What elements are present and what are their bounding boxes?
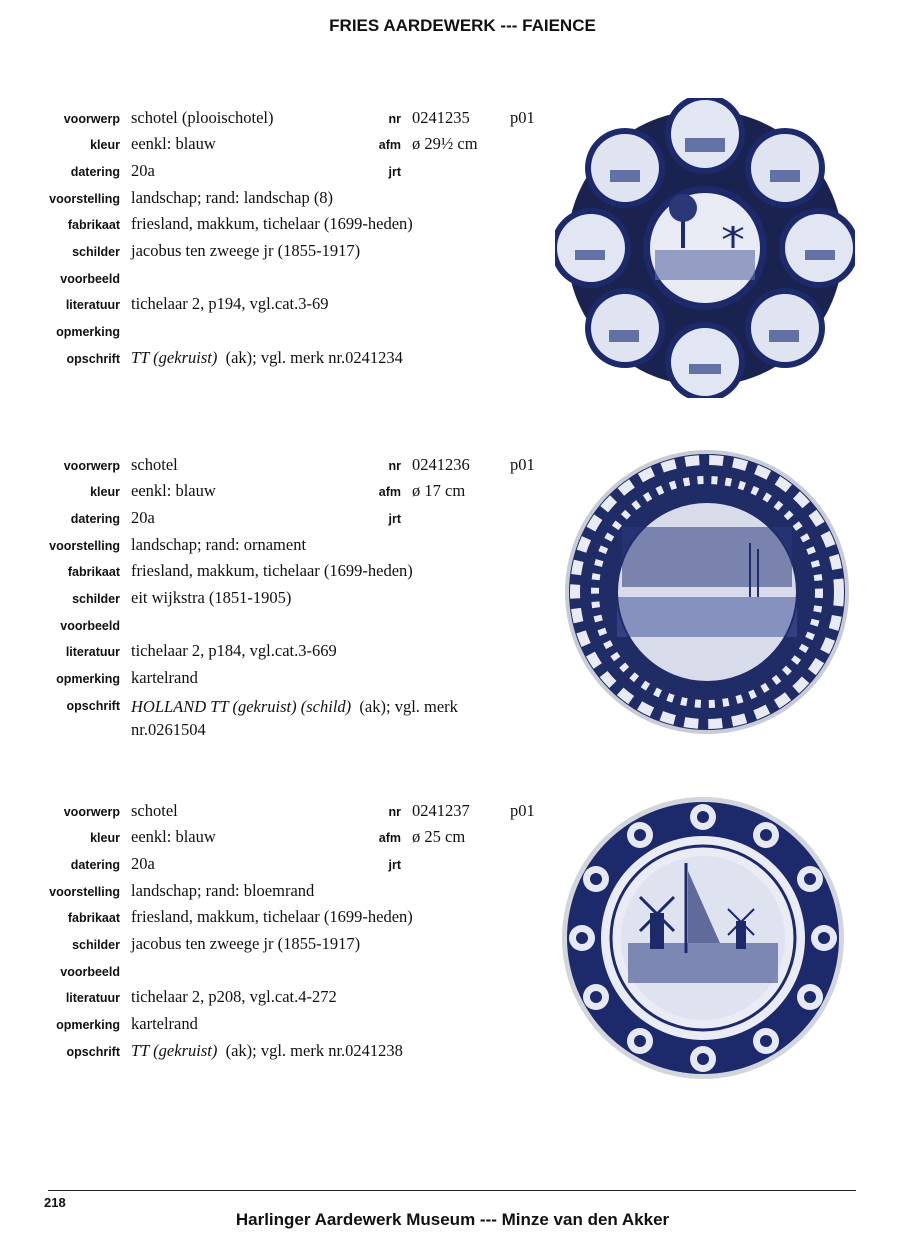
value-schilder: eit wijkstra (1851-1905) (131, 588, 292, 607)
label-literatuur: literatuur (65, 298, 120, 312)
plate-photo-flower (558, 793, 848, 1083)
value-afm: ø 29½ cm (412, 134, 478, 153)
label-datering: datering (70, 165, 120, 179)
value-literatuur: tichelaar 2, p184, vgl.cat.3-669 (131, 641, 337, 660)
value-kleur: eenkl: blauw (131, 481, 216, 500)
value-datering: 20a (131, 508, 155, 527)
label-nr: nr (388, 112, 401, 126)
label-afm: afm (378, 138, 401, 152)
catalog-record (0, 801, 900, 1121)
label-schilder: schilder (72, 245, 120, 259)
label-voorstelling: voorstelling (49, 192, 120, 206)
label-schilder: schilder (72, 938, 120, 952)
value-opmerking: kartelrand (131, 1014, 198, 1033)
value-code: p01 (510, 455, 535, 474)
label-opschrift: opschrift (66, 699, 120, 713)
opschrift-mark: HOLLAND TT (gekruist) (schild) (131, 697, 352, 716)
value-voorstelling: landschap; rand: landschap (8) (131, 188, 334, 207)
value-nr: 0241236 (412, 455, 470, 474)
value-code: p01 (510, 801, 535, 820)
page-title: FRIES AARDEWERK --- FAIENCE (329, 16, 596, 35)
label-literatuur: literatuur (65, 645, 120, 659)
label-voorwerp: voorwerp (63, 112, 120, 126)
label-voorstelling: voorstelling (49, 885, 120, 899)
label-opmerking: opmerking (56, 672, 120, 686)
label-opmerking: opmerking (56, 1018, 120, 1032)
value-kleur: eenkl: blauw (131, 134, 216, 153)
label-opschrift: opschrift (66, 352, 120, 366)
label-opschrift: opschrift (66, 1045, 120, 1059)
label-datering: datering (70, 512, 120, 526)
value-opmerking: kartelrand (131, 668, 198, 687)
label-afm: afm (378, 831, 401, 845)
value-kleur: eenkl: blauw (131, 827, 216, 846)
label-fabrikaat: fabrikaat (67, 565, 120, 579)
opschrift-mark: TT (gekruist) (131, 1041, 218, 1060)
label-kleur: kleur (90, 831, 120, 845)
value-voorwerp: schotel (131, 801, 178, 820)
value-fabrikaat: friesland, makkum, tichelaar (1699-heden) (131, 561, 413, 580)
opschrift-mark: TT (gekruist) (131, 348, 218, 367)
value-literatuur: tichelaar 2, p208, vgl.cat.4-272 (131, 987, 337, 1006)
label-literatuur: literatuur (65, 991, 120, 1005)
opschrift-rest: (ak); vgl. merk nr.0241234 (225, 348, 403, 367)
value-schilder: jacobus ten zweege jr (1855-1917) (131, 241, 361, 260)
label-voorbeeld: voorbeeld (60, 965, 120, 979)
label-jrt: jrt (388, 858, 401, 872)
value-afm: ø 25 cm (412, 827, 466, 846)
footer-divider (48, 1190, 856, 1191)
label-afm: afm (378, 485, 401, 499)
label-fabrikaat: fabrikaat (67, 911, 120, 925)
page-footer: Harlinger Aardewerk Museum --- Minze van den Akker (235, 1210, 670, 1229)
label-fabrikaat: fabrikaat (67, 218, 120, 232)
label-voorbeeld: voorbeeld (60, 272, 120, 286)
value-afm: ø 17 cm (412, 481, 466, 500)
opschrift-rest: (ak); vgl. merk nr.0261504 (131, 697, 458, 739)
label-voorstelling: voorstelling (49, 539, 120, 553)
catalog-record (0, 455, 900, 775)
value-opschrift (131, 695, 501, 741)
value-opschrift (131, 1041, 403, 1061)
label-nr: nr (388, 805, 401, 819)
value-voorwerp: schotel (131, 455, 178, 474)
plate-photo-lobed (555, 98, 855, 398)
value-fabrikaat: friesland, makkum, tichelaar (1699-heden) (131, 214, 413, 233)
label-jrt: jrt (388, 165, 401, 179)
label-schilder: schilder (72, 592, 120, 606)
label-voorwerp: voorwerp (63, 805, 120, 819)
value-fabrikaat: friesland, makkum, tichelaar (1699-heden) (131, 907, 413, 926)
label-jrt: jrt (388, 512, 401, 526)
value-datering: 20a (131, 161, 155, 180)
value-opschrift (131, 348, 403, 368)
label-voorwerp: voorwerp (63, 459, 120, 473)
value-voorwerp: schotel (plooischotel) (131, 108, 274, 127)
value-voorstelling: landschap; rand: bloemrand (131, 881, 315, 900)
value-nr: 0241235 (412, 108, 470, 127)
label-datering: datering (70, 858, 120, 872)
page-number: 218 (44, 1195, 66, 1210)
value-voorstelling: landschap; rand: ornament (131, 535, 307, 554)
label-kleur: kleur (90, 138, 120, 152)
label-voorbeeld: voorbeeld (60, 619, 120, 633)
label-kleur: kleur (90, 485, 120, 499)
opschrift-rest: (ak); vgl. merk nr.0241238 (225, 1041, 403, 1060)
value-literatuur: tichelaar 2, p194, vgl.cat.3-69 (131, 294, 329, 313)
label-nr: nr (388, 459, 401, 473)
catalog-record (0, 108, 900, 428)
plate-photo-ornament (562, 447, 852, 737)
value-nr: 0241237 (412, 801, 470, 820)
label-opmerking: opmerking (56, 325, 120, 339)
value-schilder: jacobus ten zweege jr (1855-1917) (131, 934, 361, 953)
value-datering: 20a (131, 854, 155, 873)
value-code: p01 (510, 108, 535, 127)
